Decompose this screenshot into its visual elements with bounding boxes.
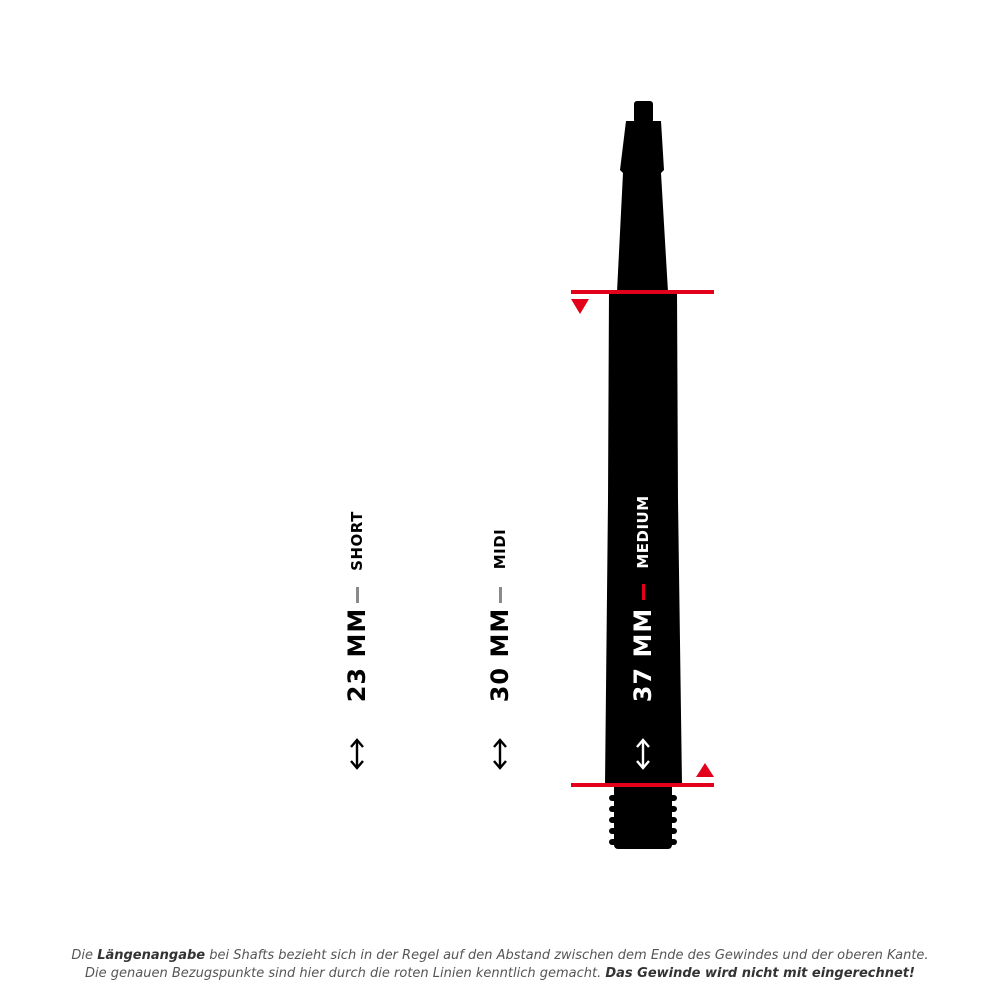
triangle-up-marker [696,763,714,777]
size-column-midi [480,0,520,1000]
size-separator-active [642,584,645,600]
footer-note-line-1 [0,948,1000,963]
size-name-midi: MIDI [491,528,509,570]
footer-text: Die genauen Bezugspunkte sind hier durch die roten Linien kenntlich gemacht. [85,966,606,981]
footer-emphasis: Längenangabe [97,948,206,963]
footer-note-line-2 [0,966,1000,981]
size-column-short [337,0,377,1000]
size-name-short: SHORT [348,511,366,571]
footer-text: bei Shafts bezieht sich in der Regel auf den Abstand zwischen dem Ende des Gewindes und der oberen Kante. [205,948,929,963]
footer-emphasis: Das Gewinde wird nicht mit eingerechnet! [605,966,915,981]
size-separator [499,587,502,603]
double-arrow-icon [634,737,652,771]
footer-text: Die [71,948,98,963]
size-column-medium [623,0,663,1000]
triangle-down-marker [571,299,589,314]
size-length-medium: 37 MM [629,607,657,703]
double-arrow-icon [491,737,509,771]
size-length-midi: 30 MM [486,607,514,703]
size-separator [356,587,359,603]
double-arrow-icon [348,737,366,771]
size-length-short: 23 MM [343,607,371,703]
size-name-medium: MEDIUM [634,495,652,569]
